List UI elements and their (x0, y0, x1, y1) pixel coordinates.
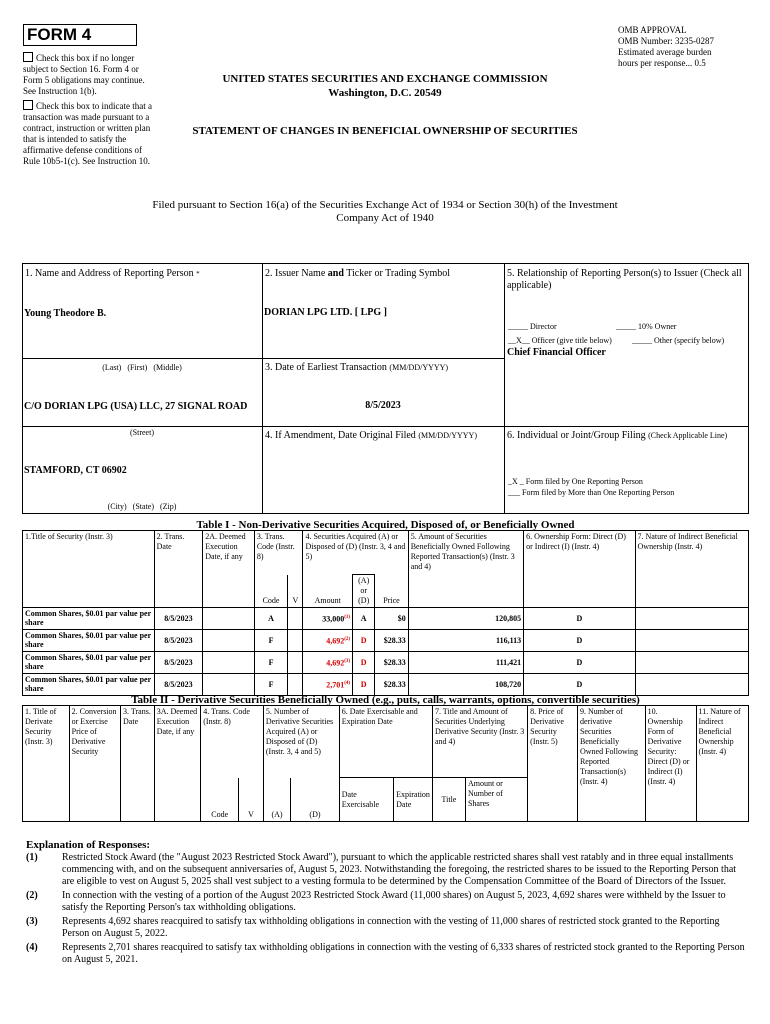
list-item (26, 852, 746, 888)
t2-sub-a: (A) (263, 778, 290, 822)
t2-h2: 2. Conversion or Exercise Price of Derivative Security (69, 706, 120, 822)
t1-owned: 111,421 (408, 652, 523, 674)
t1-amount: 33,000 (322, 614, 345, 624)
explanation-list (26, 852, 746, 968)
t1-security: Common Shares, $0.01 par value per share (23, 674, 155, 696)
officer-title: Chief Financial Officer (507, 347, 606, 358)
box6-label (507, 430, 747, 442)
footnote-link[interactable]: (2) (344, 636, 351, 642)
t2-h4: 4. Trans. Code (Instr. 8) (201, 706, 264, 778)
table-row (23, 674, 749, 696)
filed-pursuant: Filed pursuant to Section 16(a) of the Securities Exchange Act of 1934 or Section 30(h) of the Investment Company Act of 1940 (152, 199, 618, 224)
t1-date: 8/5/2023 (154, 674, 203, 696)
t1-price: $28.33 (375, 652, 408, 674)
t1-code: A (254, 608, 287, 630)
box4-label-text: 4. If Amendment, Date Original Filed (265, 430, 416, 441)
t1-owned: 108,720 (408, 674, 523, 696)
list-item (26, 890, 746, 914)
footnote-text: Represents 4,692 shares reacquired to satisfy tax withholding obligations in connection with the vesting of 11,000 shares of restricted stock granted to the Reporting Person on August 5, 2022. (62, 916, 720, 939)
t1-form: D (524, 652, 635, 674)
box3-label-small: (MM/DD/YYYY) (389, 363, 449, 372)
t1-security: Common Shares, $0.01 par value per share (23, 608, 155, 630)
director-option[interactable]: _____ Director (508, 322, 557, 331)
box2-label-post: Ticker or Trading Symbol (343, 268, 451, 279)
t1-security: Common Shares, $0.01 par value per share (23, 630, 155, 652)
footnote-number: (3) (26, 916, 38, 927)
t1-deemed (203, 674, 255, 696)
t1-sub-code: Code (254, 575, 287, 608)
t1-code: F (254, 674, 287, 696)
ten-pct-option[interactable]: _____ 10% Owner (616, 322, 677, 331)
t1-sub-price: Price (375, 575, 408, 608)
statement-title: STATEMENT OF CHANGES IN BENEFICIAL OWNERSHIP OF SECURITIES (192, 125, 578, 137)
reporting-person-name: Young Theodore B. (24, 308, 107, 319)
t1-sub-amount: Amount (303, 575, 353, 608)
box6-label-text: 6. Individual or Joint/Group Filing (507, 430, 646, 441)
t2-sub-code: Code (201, 778, 239, 822)
t1-h2: 2. Trans. Date (154, 531, 203, 608)
t1-nature (635, 674, 748, 696)
filed-more-persons[interactable]: ___ Form filed by More than One Reporting Person (508, 488, 675, 497)
t2-h11: 11. Nature of Indirect Beneficial Ownership (Instr. 4) (696, 706, 748, 822)
t2-h5: 5. Number of Derivative Securities Acquired (A) or Disposed of (D) (Instr. 3, 4 and 5) (263, 706, 339, 778)
t1-owned: 120,805 (408, 608, 523, 630)
t1-price: $28.33 (375, 674, 408, 696)
t1-deemed (203, 630, 255, 652)
checkbox-no-longer-subject[interactable] (23, 52, 153, 97)
table2 (22, 705, 749, 822)
t1-form: D (524, 608, 635, 630)
t1-h3: 3. Trans. Code (Instr. 8) (254, 531, 303, 575)
footnote-number: (4) (26, 942, 38, 953)
filed-one-person[interactable]: _X _ Form filed by One Reporting Person (508, 477, 643, 486)
t2-h6: 6. Date Exercisable and Expiration Date (339, 706, 432, 778)
t1-code: F (254, 630, 287, 652)
omb-line: Estimated average burden (618, 47, 712, 57)
footnote-number: (2) (26, 890, 38, 901)
t2-h10: 10. Ownership Form of Derivative Security: Direct (D) or Indirect (I) (Instr. 4) (645, 706, 696, 822)
footnote-text: In connection with the vesting of a portion of the August 2023 Restricted Stock Award (11,000 shares) on August 5, 2023, 4,692 shares were withheld by the Issuer to satisfy the Reporting Person's tax withholding obligations. (62, 890, 726, 913)
checkbox2-label: Check this box to indicate that a transaction was made pursuant to a contract, instruction or written plan that is intended to satisfy the affirmative defense conditions of Rule 10b5-1(c). See Instruction 10. (23, 101, 152, 166)
t2-h8: 8. Price of Derivative Security (Instr. 5) (528, 706, 578, 822)
t1-deemed (203, 608, 255, 630)
t2-h3a: 3A. Deemed Execution Date, if any (154, 706, 201, 822)
t1-form: D (524, 674, 635, 696)
t2-h9: 9. Number of derivative Securities Beneficially Owned Following Reported Transaction(s) (Instr. 4) (577, 706, 645, 822)
table2-title: Table II - Derivative Securities Beneficially Owned (e.g., puts, calls, warrants, options, convertible securities) (131, 694, 640, 706)
t1-v (288, 630, 303, 652)
t1-nature (635, 630, 748, 652)
t1-price: $0 (375, 608, 408, 630)
t1-v (288, 652, 303, 674)
t1-h6: 6. Ownership Form: Direct (D) or Indirect (I) (Instr. 4) (524, 531, 635, 608)
t1-amount: 2,701 (326, 680, 345, 690)
t1-date: 8/5/2023 (154, 630, 203, 652)
box3-label-text: 3. Date of Earliest Transaction (265, 362, 387, 373)
omb-line: hours per response... 0.5 (618, 58, 706, 68)
t2-h1: 1. Title of Derivate Security (Instr. 3) (23, 706, 70, 822)
checkbox-rule-10b5[interactable] (23, 100, 153, 167)
t2-sub-date-ex: Date Exercisable (339, 778, 393, 822)
agency-city: Washington, D.C. 20549 (328, 87, 442, 99)
t1-h1: 1.Title of Security (Instr. 3) (23, 531, 155, 608)
t1-aord: D (353, 652, 375, 674)
street-label: (Street) (130, 428, 154, 437)
t1-h7: 7. Nature of Indirect Beneficial Ownership (Instr. 4) (635, 531, 748, 608)
t1-sub-v: V (288, 575, 303, 608)
box1-label-text: 1. Name and Address of Reporting Person (25, 268, 194, 279)
t1-nature (635, 652, 748, 674)
t2-sub-d: (D) (291, 778, 340, 822)
t1-code: F (254, 652, 287, 674)
footnote-text: Restricted Stock Award (the "August 2023 Restricted Stock Award"), pursuant to which the applicable restricted shares shall vest ratably and in three equal installments commencing with, and on the subsequent anniversaries of, August 5, 2023. Notwithstanding the foregoing, the restricted shares to be issued to the Reporting Person that are eligible to vest on August 5, 2025 shall vest subject to a vesting formula to be determined by the Compensation Committee of the Board of Directors of the Issuer. (62, 852, 737, 887)
form-title: FORM 4 (23, 24, 137, 46)
t1-aord: A (353, 608, 375, 630)
t1-h5: 5. Amount of Securities Beneficially Owned Following Reported Transaction(s) (Instr. 3 and 4) (408, 531, 523, 608)
reporting-person-city: STAMFORD, CT 06902 (24, 465, 127, 476)
footnote-number: (1) (26, 852, 38, 863)
footnote-link[interactable]: (1) (344, 614, 351, 620)
t1-aord: D (353, 630, 375, 652)
t2-sub-amount: Amount or Number of Shares (465, 778, 527, 822)
list-item (26, 916, 746, 940)
t2-sub-title: Title (432, 778, 465, 822)
checkbox-icon[interactable] (23, 100, 33, 110)
list-item (26, 942, 746, 966)
reporting-person-street: C/O DORIAN LPG (USA) LLC, 27 SIGNAL ROAD (24, 401, 248, 412)
t1-amount: 4,692 (326, 636, 345, 646)
box4-label-small: (MM/DD/YYYY) (418, 431, 477, 440)
box1-label (25, 268, 260, 280)
t1-sub-aord: (A) or (D) (353, 575, 375, 608)
t1-h2a: 2A. Deemed Execution Date, if any (203, 531, 255, 608)
omb-approval (618, 25, 758, 69)
t1-form: D (524, 630, 635, 652)
t1-aord: D (353, 674, 375, 696)
footnote-link[interactable]: (4) (344, 680, 351, 686)
t2-sub-v: V (239, 778, 264, 822)
box5-label: 5. Relationship of Reporting Person(s) to Issuer (Check all applicable) (507, 268, 742, 291)
table1 (22, 530, 749, 696)
t1-security: Common Shares, $0.01 par value per share (23, 652, 155, 674)
t1-amount: 4,692 (326, 658, 345, 668)
t1-date: 8/5/2023 (154, 608, 203, 630)
box2-label (265, 268, 503, 280)
box6-label-small: (Check Applicable Line) (648, 431, 728, 440)
t1-price: $28.33 (375, 630, 408, 652)
footnote-link[interactable]: (3) (344, 658, 351, 664)
box4-label (265, 430, 507, 442)
table-row (23, 608, 749, 630)
t1-date: 8/5/2023 (154, 652, 203, 674)
other-option[interactable]: _____ Other (specify below) (632, 336, 725, 345)
box1-label-mark: * (196, 270, 200, 278)
explanation-heading: Explanation of Responses: (26, 839, 151, 851)
checkbox-icon[interactable] (23, 52, 33, 62)
table-row (23, 652, 749, 674)
t2-sub-exp: Expiration Date (394, 778, 433, 822)
issuer-name: DORIAN LPG LTD. [ LPG ] (264, 307, 387, 318)
officer-option[interactable]: __X__ Officer (give title below) (508, 336, 612, 345)
table-row (23, 630, 749, 652)
table1-title: Table I - Non-Derivative Securities Acquired, Disposed of, or Beneficially Owned (196, 519, 575, 531)
omb-line: OMB Number: 3235-0287 (618, 36, 714, 46)
agency-name: UNITED STATES SECURITIES AND EXCHANGE COMMISSION (222, 73, 548, 85)
t1-h4: 4. Securities Acquired (A) or Disposed of (D) (Instr. 3, 4 and 5) (303, 531, 408, 575)
t1-v (288, 674, 303, 696)
omb-line: OMB APPROVAL (618, 25, 687, 35)
t1-nature (635, 608, 748, 630)
box2-label-pre: 2. Issuer Name (265, 268, 328, 279)
box2-label-and: and (327, 268, 344, 279)
box3-label (265, 362, 503, 374)
t1-deemed (203, 652, 255, 674)
t1-owned: 116,113 (408, 630, 523, 652)
city-label: (City) (State) (Zip) (107, 502, 177, 511)
t2-h7: 7. Title and Amount of Securities Underlying Derivative Security (Instr. 3 and 4) (432, 706, 527, 778)
checkbox1-label: Check this box if no longer subject to Section 16. Form 4 or Form 5 obligations may continue. See Instruction 1(b). (23, 53, 145, 96)
t2-h3: 3. Trans. Date (121, 706, 155, 822)
footnote-text: Represents 2,701 shares reacquired to satisfy tax withholding obligations in connection with the vesting of 6,333 shares of restricted stock granted to the Reporting Person on August 5, 2021. (62, 942, 745, 965)
t1-v (288, 608, 303, 630)
earliest-transaction-date: 8/5/2023 (365, 400, 401, 411)
name-parts-label: (Last) (First) (Middle) (102, 363, 182, 372)
